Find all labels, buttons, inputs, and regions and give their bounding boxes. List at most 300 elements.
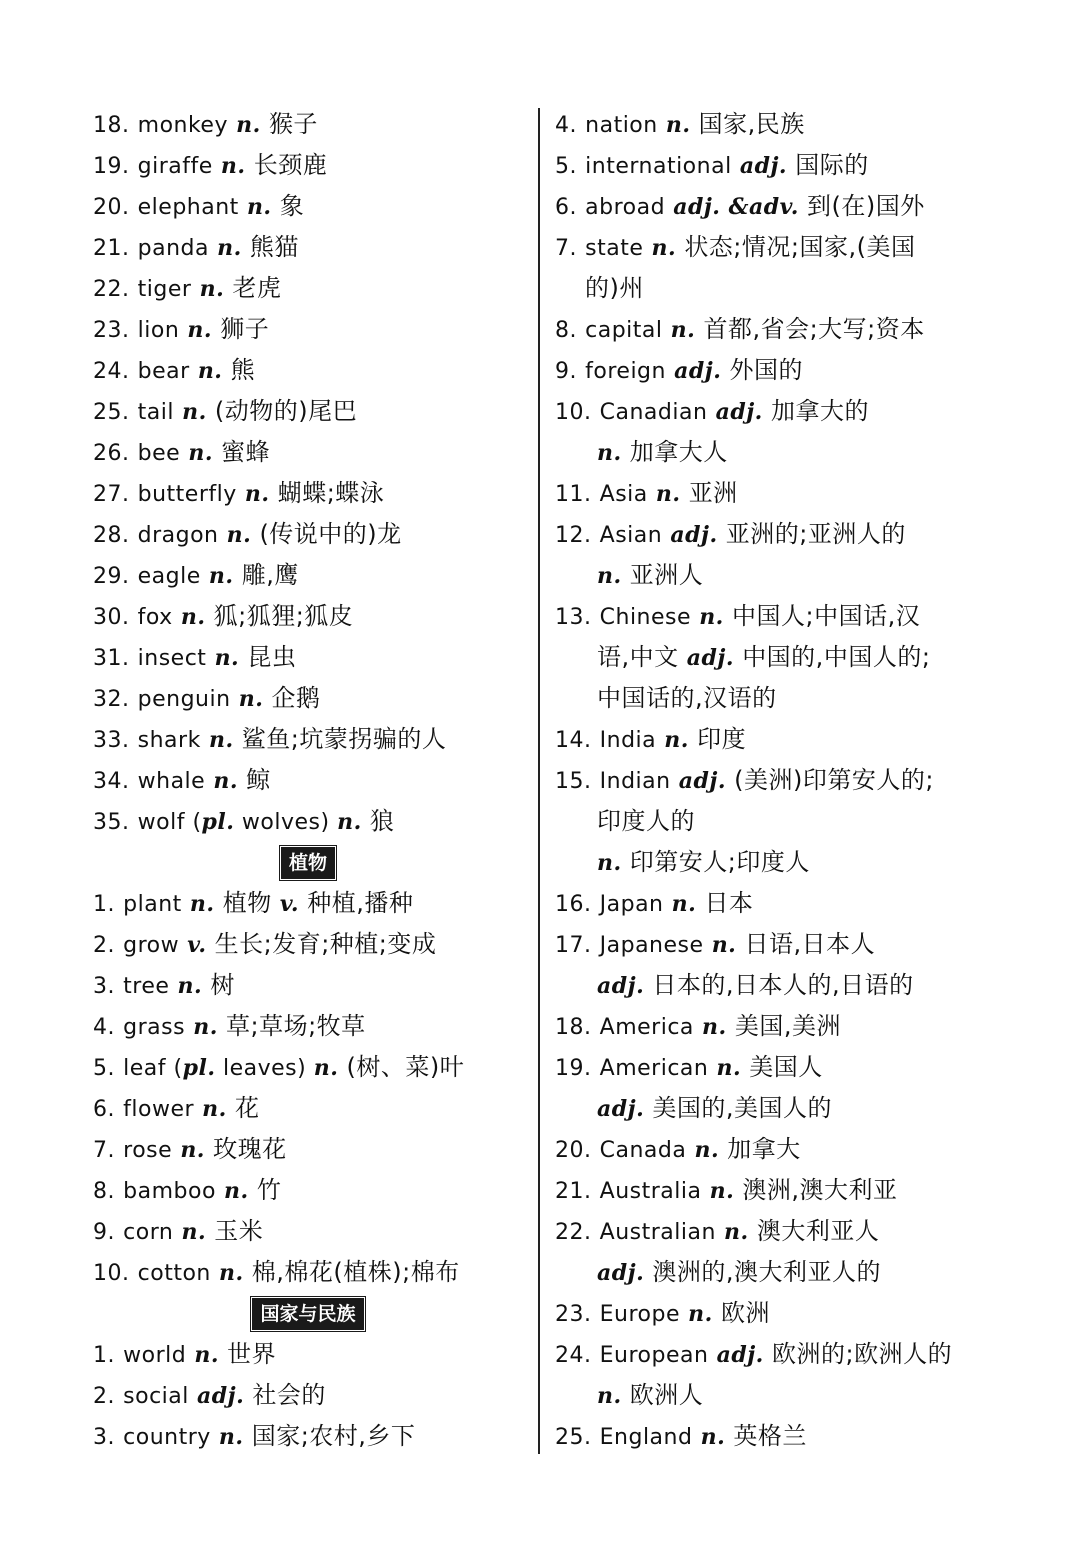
entry-word: nation xyxy=(585,113,658,138)
section-heading: 植物 xyxy=(281,847,335,879)
part-of-speech: adj. xyxy=(715,399,763,425)
vocab-entry xyxy=(555,883,1005,924)
entry-number: 13. xyxy=(555,605,592,630)
entry-word: tail xyxy=(137,400,174,425)
part-of-speech: n. xyxy=(702,1014,727,1040)
entry-number: 12. xyxy=(555,523,592,548)
chinese-meaning: 象 xyxy=(279,192,305,220)
chinese-meaning: (树、菜)叶 xyxy=(346,1053,465,1081)
chinese-meaning: 亚洲 xyxy=(688,479,738,507)
part-of-speech: n. xyxy=(226,522,252,548)
chinese-meaning: 生长;发育;种植;变成 xyxy=(214,930,437,958)
entry-word: tiger xyxy=(137,277,192,302)
chinese-meaning: 植物 xyxy=(222,889,272,917)
entry-word: country xyxy=(123,1425,211,1450)
part-of-speech: pl. xyxy=(201,809,235,835)
entry-number: 1. xyxy=(93,892,115,917)
part-of-speech: n. xyxy=(244,481,270,507)
entry-number: 26. xyxy=(93,441,130,466)
part-of-speech: n. xyxy=(218,1424,244,1450)
vocab-entry xyxy=(93,186,523,227)
chinese-meaning: 日本 xyxy=(704,889,754,917)
part-of-speech: n. xyxy=(194,1342,220,1368)
vocab-entry xyxy=(93,145,523,186)
entry-word: penguin xyxy=(137,687,231,712)
vocab-entry xyxy=(555,514,1005,555)
vocab-entry xyxy=(555,1211,1005,1252)
chinese-meaning: 印第安人;印度人 xyxy=(629,848,810,876)
vocab-entry xyxy=(93,1088,523,1129)
entry-word: flower xyxy=(123,1097,195,1122)
entry-word: elephant xyxy=(137,195,239,220)
part-of-speech: adj. xyxy=(678,768,726,794)
vocab-entry xyxy=(93,719,523,760)
entry-continuation xyxy=(555,1252,1005,1293)
vocab-entry xyxy=(93,637,523,678)
chinese-meaning: 加拿大人 xyxy=(629,438,728,466)
entry-number: 11. xyxy=(555,482,592,507)
vocab-entry xyxy=(555,1047,1005,1088)
vocab-entry xyxy=(555,924,1005,965)
chinese-meaning: 蜜蜂 xyxy=(221,438,271,466)
entry-word: lion xyxy=(137,318,180,343)
vocab-entry xyxy=(555,1129,1005,1170)
entry-word: rose xyxy=(123,1138,173,1163)
entry-word: Chinese xyxy=(599,605,692,630)
entry-word: Europe xyxy=(599,1302,681,1327)
chinese-meaning: 花 xyxy=(234,1094,260,1122)
part-of-speech: n. xyxy=(664,727,689,753)
chinese-meaning: 加拿大的 xyxy=(770,397,869,425)
vocab-entry xyxy=(93,883,523,924)
part-of-speech: n. xyxy=(671,891,697,917)
entry-number: 22. xyxy=(93,277,130,302)
part-of-speech: n. xyxy=(724,1219,749,1245)
vocab-entry xyxy=(555,186,1005,227)
section-heading: 国家与民族 xyxy=(252,1298,363,1330)
part-of-speech: n. xyxy=(197,358,223,384)
chinese-meaning: 澳洲的,澳大利亚人的 xyxy=(652,1258,882,1286)
entry-word: eagle xyxy=(137,564,201,589)
entry-word: European xyxy=(599,1343,709,1368)
vocab-entry xyxy=(93,104,523,145)
vocab-entry xyxy=(555,309,1005,350)
part-of-speech: n. xyxy=(694,1137,720,1163)
part-of-speech: n. xyxy=(313,1055,339,1081)
entry-continuation xyxy=(555,637,1005,678)
chinese-meaning: 熊猫 xyxy=(249,233,299,261)
vocab-entry xyxy=(93,760,523,801)
entry-word: Australian xyxy=(599,1220,716,1245)
chinese-meaning: 熊 xyxy=(230,356,256,384)
vocab-entry xyxy=(555,719,1005,760)
chinese-meaning: 社会的 xyxy=(252,1381,326,1409)
chinese-meaning: 狮子 xyxy=(220,315,270,343)
part-of-speech: n. xyxy=(337,809,362,835)
vocab-entry xyxy=(93,268,523,309)
entry-word: Japan xyxy=(599,892,664,917)
section-heading-row xyxy=(93,842,523,883)
chinese-meaning: 外国的 xyxy=(729,356,804,384)
part-of-speech: n. xyxy=(597,850,622,876)
entry-number: 17. xyxy=(555,933,592,958)
part-of-speech: n. xyxy=(199,276,225,302)
entry-word: shark xyxy=(137,728,201,753)
vocab-entry xyxy=(93,1375,523,1416)
entry-number: 9. xyxy=(555,359,577,384)
part-of-speech: n. xyxy=(716,1055,742,1081)
vocab-entry xyxy=(93,391,523,432)
chinese-meaning: 欧洲人 xyxy=(629,1381,704,1409)
entry-number: 6. xyxy=(555,195,577,220)
entry-number: 30. xyxy=(93,605,130,630)
entry-continuation xyxy=(555,268,1005,309)
entry-continuation xyxy=(555,801,1005,842)
part-of-speech: adj. xyxy=(739,153,788,179)
entry-word: grass xyxy=(123,1015,186,1040)
entry-word: abroad xyxy=(585,195,666,220)
vocab-entry xyxy=(93,924,523,965)
chinese-meaning: 的)州 xyxy=(585,274,644,302)
chinese-meaning: 英格兰 xyxy=(733,1422,807,1450)
entry-word: fox xyxy=(137,605,173,630)
left-column xyxy=(93,104,523,1457)
chinese-meaning: 企鹅 xyxy=(271,684,321,712)
entry-word: cotton xyxy=(137,1261,211,1286)
entry-number: 25. xyxy=(93,400,130,425)
part-of-speech: n. xyxy=(187,317,213,343)
entry-number: 24. xyxy=(93,359,130,384)
entry-continuation xyxy=(555,555,1005,596)
entry-number: 21. xyxy=(93,236,130,261)
part-of-speech: v. xyxy=(187,932,207,958)
vocab-entry xyxy=(555,104,1005,145)
entry-word: grow xyxy=(123,933,180,958)
entry-number: 24. xyxy=(555,1343,592,1368)
entry-number: 7. xyxy=(555,236,577,261)
entry-word: bee xyxy=(137,441,181,466)
vocab-entry xyxy=(555,145,1005,186)
entry-number: 5. xyxy=(93,1056,115,1081)
chinese-meaning: (传说中的)龙 xyxy=(259,520,402,548)
part-of-speech: adj. xyxy=(670,522,718,548)
part-of-speech: adj. &adv. xyxy=(673,194,799,220)
entry-word: corn xyxy=(123,1220,174,1245)
part-of-speech: n. xyxy=(699,604,724,630)
entry-number: 31. xyxy=(93,646,130,671)
entry-continuation xyxy=(555,1088,1005,1129)
entry-word: tree xyxy=(123,974,170,999)
vocab-entry xyxy=(93,596,523,637)
entry-word: dragon xyxy=(137,523,219,548)
vocab-entry xyxy=(555,473,1005,514)
entry-number: 19. xyxy=(93,154,130,179)
part-of-speech: n. xyxy=(182,399,207,425)
entry-number: 5. xyxy=(555,154,577,179)
vocab-entry xyxy=(93,514,523,555)
entry-number: 16. xyxy=(555,892,592,917)
entry-number: 23. xyxy=(93,318,130,343)
entry-extra: wolves) xyxy=(234,810,338,835)
chinese-meaning: 老虎 xyxy=(232,274,282,302)
entry-number: 20. xyxy=(93,195,130,220)
entry-word: insect xyxy=(137,646,207,671)
entry-number: 22. xyxy=(555,1220,592,1245)
entry-number: 7. xyxy=(93,1138,115,1163)
chinese-meaning: 长颈鹿 xyxy=(253,151,328,179)
part-of-speech: n. xyxy=(688,1301,713,1327)
entry-word: India xyxy=(599,728,657,753)
part-of-speech: adj. xyxy=(597,1096,645,1122)
chinese-meaning: 树 xyxy=(210,971,235,999)
chinese-meaning: 猴子 xyxy=(268,110,318,138)
part-of-speech: n. xyxy=(220,153,246,179)
entry-number: 18. xyxy=(555,1015,592,1040)
part-of-speech: n. xyxy=(202,1096,227,1122)
chinese-meaning: 国家;农村,乡下 xyxy=(251,1422,416,1450)
chinese-meaning: 竹 xyxy=(256,1176,282,1204)
entry-continuation xyxy=(555,1375,1005,1416)
part-of-speech: n. xyxy=(181,1219,207,1245)
part-of-speech: n. xyxy=(224,1178,249,1204)
vocab-entry xyxy=(93,1334,523,1375)
chinese-meaning: 状态;情况;国家,(美国 xyxy=(684,233,916,261)
entry-number: 33. xyxy=(93,728,130,753)
part-of-speech: n. xyxy=(208,727,234,753)
chinese-meaning: 玫瑰花 xyxy=(213,1135,287,1163)
chinese-meaning: 鲨鱼;坑蒙拐骗的人 xyxy=(241,725,447,753)
entry-continuation xyxy=(555,678,1005,719)
vocab-entry xyxy=(555,760,1005,801)
right-column xyxy=(555,104,1005,1457)
chinese-meaning: 国家,民族 xyxy=(698,110,805,138)
vocab-entry xyxy=(93,309,523,350)
entry-number: 21. xyxy=(555,1179,592,1204)
chinese-meaning: (动物的)尾巴 xyxy=(214,397,358,425)
vocab-entry xyxy=(555,391,1005,432)
vocab-entry xyxy=(93,350,523,391)
part-of-speech: v. xyxy=(279,891,300,917)
entry-word: leaf ( xyxy=(123,1056,183,1081)
entry-word: state xyxy=(585,236,644,261)
chinese-meaning: 草;草场;牧草 xyxy=(226,1012,366,1040)
vocab-entry xyxy=(93,473,523,514)
entry-word: England xyxy=(599,1425,693,1450)
chinese-meaning: 种植,播种 xyxy=(307,889,414,917)
entry-word: butterfly xyxy=(137,482,237,507)
part-of-speech: n. xyxy=(236,112,261,138)
vocab-entry xyxy=(93,555,523,596)
entry-number: 32. xyxy=(93,687,130,712)
entry-number: 15. xyxy=(555,769,592,794)
entry-word: plant xyxy=(123,892,182,917)
part-of-speech: n. xyxy=(651,235,677,261)
entry-number: 23. xyxy=(555,1302,592,1327)
section-heading-row xyxy=(93,1293,523,1334)
vocab-entry xyxy=(93,678,523,719)
column-divider xyxy=(538,108,540,1454)
part-of-speech: n. xyxy=(597,1383,622,1409)
vocab-entry xyxy=(93,1416,523,1457)
part-of-speech: adj. xyxy=(674,358,722,384)
entry-number: 1. xyxy=(93,1343,115,1368)
vocab-entry xyxy=(555,1006,1005,1047)
part-of-speech: n. xyxy=(208,563,234,589)
chinese-meaning: 欧洲的;欧洲人的 xyxy=(771,1340,953,1368)
vocab-entry xyxy=(93,1006,523,1047)
part-of-speech: n. xyxy=(700,1424,726,1450)
part-of-speech: n. xyxy=(665,112,691,138)
part-of-speech: n. xyxy=(180,1137,205,1163)
vocab-entry xyxy=(93,227,523,268)
vocab-entry xyxy=(555,1416,1005,1457)
entry-continuation xyxy=(555,965,1005,1006)
chinese-meaning: 加拿大 xyxy=(727,1135,801,1163)
entry-number: 4. xyxy=(555,113,577,138)
part-of-speech: n. xyxy=(238,686,264,712)
chinese-meaning: 语,中文 xyxy=(597,643,679,671)
entry-word: international xyxy=(585,154,732,179)
part-of-speech: n. xyxy=(180,604,206,630)
chinese-meaning: 蝴蝶;蝶泳 xyxy=(277,479,385,507)
chinese-meaning: 狐;狐狸;狐皮 xyxy=(213,602,354,630)
entry-number: 2. xyxy=(93,1384,115,1409)
part-of-speech: n. xyxy=(213,768,239,794)
part-of-speech: n. xyxy=(188,440,213,466)
entry-word: whale xyxy=(137,769,206,794)
chinese-meaning: 欧洲 xyxy=(720,1299,770,1327)
chinese-meaning: 亚洲人 xyxy=(629,561,704,589)
vocab-entry xyxy=(555,350,1005,391)
chinese-meaning: 印度 xyxy=(697,725,747,753)
entry-word: America xyxy=(599,1015,694,1040)
chinese-meaning: 中国的,中国人的; xyxy=(742,643,931,671)
entry-number: 34. xyxy=(93,769,130,794)
vocab-entry xyxy=(93,1211,523,1252)
chinese-meaning: 日语,日本人 xyxy=(744,930,876,958)
vocab-entry xyxy=(555,596,1005,637)
chinese-meaning: 雕,鹰 xyxy=(241,561,299,589)
entry-number: 8. xyxy=(93,1179,115,1204)
chinese-meaning: 鲸 xyxy=(246,766,271,794)
part-of-speech: n. xyxy=(217,235,242,261)
entry-number: 10. xyxy=(93,1261,130,1286)
chinese-meaning: 中国话的,汉语的 xyxy=(597,684,777,712)
vocab-entry xyxy=(93,801,523,842)
part-of-speech: adj. xyxy=(597,1260,645,1286)
part-of-speech: adj. xyxy=(197,1383,245,1409)
entry-number: 14. xyxy=(555,728,592,753)
chinese-meaning: 中国人;中国话,汉 xyxy=(731,602,921,630)
part-of-speech: adj. xyxy=(686,645,735,671)
entry-number: 20. xyxy=(555,1138,592,1163)
entry-word: social xyxy=(123,1384,189,1409)
entry-continuation xyxy=(555,432,1005,473)
part-of-speech: n. xyxy=(214,645,240,671)
entry-word: foreign xyxy=(585,359,666,384)
entry-word: Indian xyxy=(599,769,671,794)
vocab-entry xyxy=(555,1293,1005,1334)
entry-number: 25. xyxy=(555,1425,592,1450)
chinese-meaning: 首都,省会;大写;资本 xyxy=(703,315,925,343)
entry-number: 35. xyxy=(93,810,130,835)
part-of-speech: n. xyxy=(177,973,203,999)
chinese-meaning: 日本的,日本人的,日语的 xyxy=(652,971,914,999)
vocab-entry xyxy=(93,1252,523,1293)
chinese-meaning: 狼 xyxy=(369,807,395,835)
entry-number: 18. xyxy=(93,113,130,138)
entry-number: 2. xyxy=(93,933,115,958)
part-of-speech: adj. xyxy=(716,1342,764,1368)
chinese-meaning: 到(在)国外 xyxy=(807,192,925,220)
vocab-entry xyxy=(555,227,1005,268)
entry-number: 10. xyxy=(555,400,592,425)
entry-number: 3. xyxy=(93,1425,115,1450)
part-of-speech: n. xyxy=(189,891,215,917)
entry-number: 6. xyxy=(93,1097,115,1122)
part-of-speech: adj. xyxy=(597,973,645,999)
entry-continuation xyxy=(555,842,1005,883)
entry-word: Asia xyxy=(599,482,648,507)
entry-extra: leaves) xyxy=(215,1056,314,1081)
vocab-entry xyxy=(555,1170,1005,1211)
entry-word: Canada xyxy=(599,1138,687,1163)
chinese-meaning: 棉,棉花(植株);棉布 xyxy=(251,1258,460,1286)
entry-number: 4. xyxy=(93,1015,115,1040)
part-of-speech: pl. xyxy=(182,1055,216,1081)
vocab-entry xyxy=(93,1129,523,1170)
part-of-speech: n. xyxy=(597,440,622,466)
entry-word: Japanese xyxy=(599,933,704,958)
entry-number: 8. xyxy=(555,318,577,343)
chinese-meaning: 玉米 xyxy=(214,1217,264,1245)
chinese-meaning: 亚洲的;亚洲人的 xyxy=(725,520,906,548)
chinese-meaning: 澳大利亚人 xyxy=(756,1217,880,1245)
chinese-meaning: 澳洲,澳大利亚 xyxy=(742,1176,898,1204)
part-of-speech: n. xyxy=(670,317,696,343)
chinese-meaning: 美国人 xyxy=(749,1053,823,1081)
vocab-entry xyxy=(93,1170,523,1211)
entry-word: monkey xyxy=(137,113,228,138)
part-of-speech: n. xyxy=(597,563,622,589)
part-of-speech: n. xyxy=(711,932,737,958)
entry-number: 28. xyxy=(93,523,130,548)
entry-word: capital xyxy=(585,318,663,343)
entry-number: 9. xyxy=(93,1220,115,1245)
entry-word: Canadian xyxy=(599,400,708,425)
entry-word: Australia xyxy=(599,1179,702,1204)
entry-word: giraffe xyxy=(137,154,213,179)
chinese-meaning: 昆虫 xyxy=(247,643,297,671)
vocab-entry xyxy=(555,1334,1005,1375)
entry-word: wolf ( xyxy=(137,810,202,835)
entry-word: Asian xyxy=(599,523,663,548)
part-of-speech: n. xyxy=(709,1178,735,1204)
entry-word: bamboo xyxy=(123,1179,216,1204)
chinese-meaning: (美洲)印第安人的; xyxy=(734,766,934,794)
part-of-speech: n. xyxy=(655,481,681,507)
part-of-speech: n. xyxy=(246,194,272,220)
chinese-meaning: 美国,美洲 xyxy=(734,1012,841,1040)
entry-number: 3. xyxy=(93,974,115,999)
entry-number: 27. xyxy=(93,482,130,507)
entry-word: panda xyxy=(137,236,209,261)
entry-number: 19. xyxy=(555,1056,592,1081)
chinese-meaning: 世界 xyxy=(227,1340,277,1368)
vocab-entry xyxy=(93,965,523,1006)
chinese-meaning: 印度人的 xyxy=(597,807,695,835)
vocab-entry xyxy=(93,432,523,473)
